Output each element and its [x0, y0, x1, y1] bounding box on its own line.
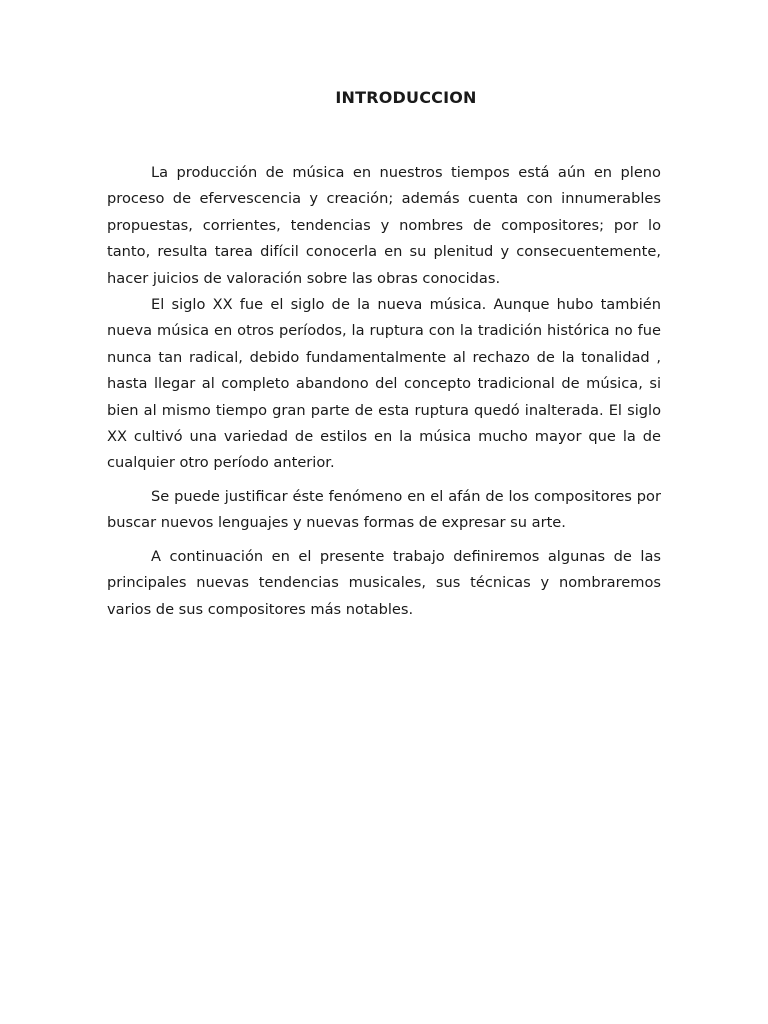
document-title: INTRODUCCION — [335, 88, 477, 107]
document-body — [107, 160, 661, 623]
paragraph-1: La producción de música en nuestros tiempos está aún en pleno proceso de efervescencia y creación; además cuenta con innumerables propuestas, corrientes, tendencias y nombres de compositores; por lo tanto, resulta tarea difícil conocerla en su plenitud y consecuentemente, hacer juicios de valoración sobre las obras conocidas. — [107, 164, 661, 287]
paragraph-4: A continuación en el presente trabajo definiremos algunas de las principales nuevas tendencias musicales, sus técnicas y nombraremos varios de sus compositores más notables. — [107, 547, 661, 618]
paragraph-3: Se puede justificar éste fenómeno en el afán de los compositores por buscar nuevos lenguajes y nuevas formas de expresar su arte. — [107, 487, 661, 532]
paragraph-2: El siglo XX fue el siglo de la nueva música. Aunque hubo también nueva música en otros períodos, la ruptura con la tradición histórica no fue nunca tan radical, debido fundamentalmente al rechazo de la tonalidad , hasta llegar al completo abandono del concepto tradicional de música, si bien al mismo tiempo gran parte de esta ruptura quedó inalterada. El siglo XX cultivó una variedad de estilos en la música mucho mayor que la de cualquier otro período anterior. — [107, 296, 661, 472]
